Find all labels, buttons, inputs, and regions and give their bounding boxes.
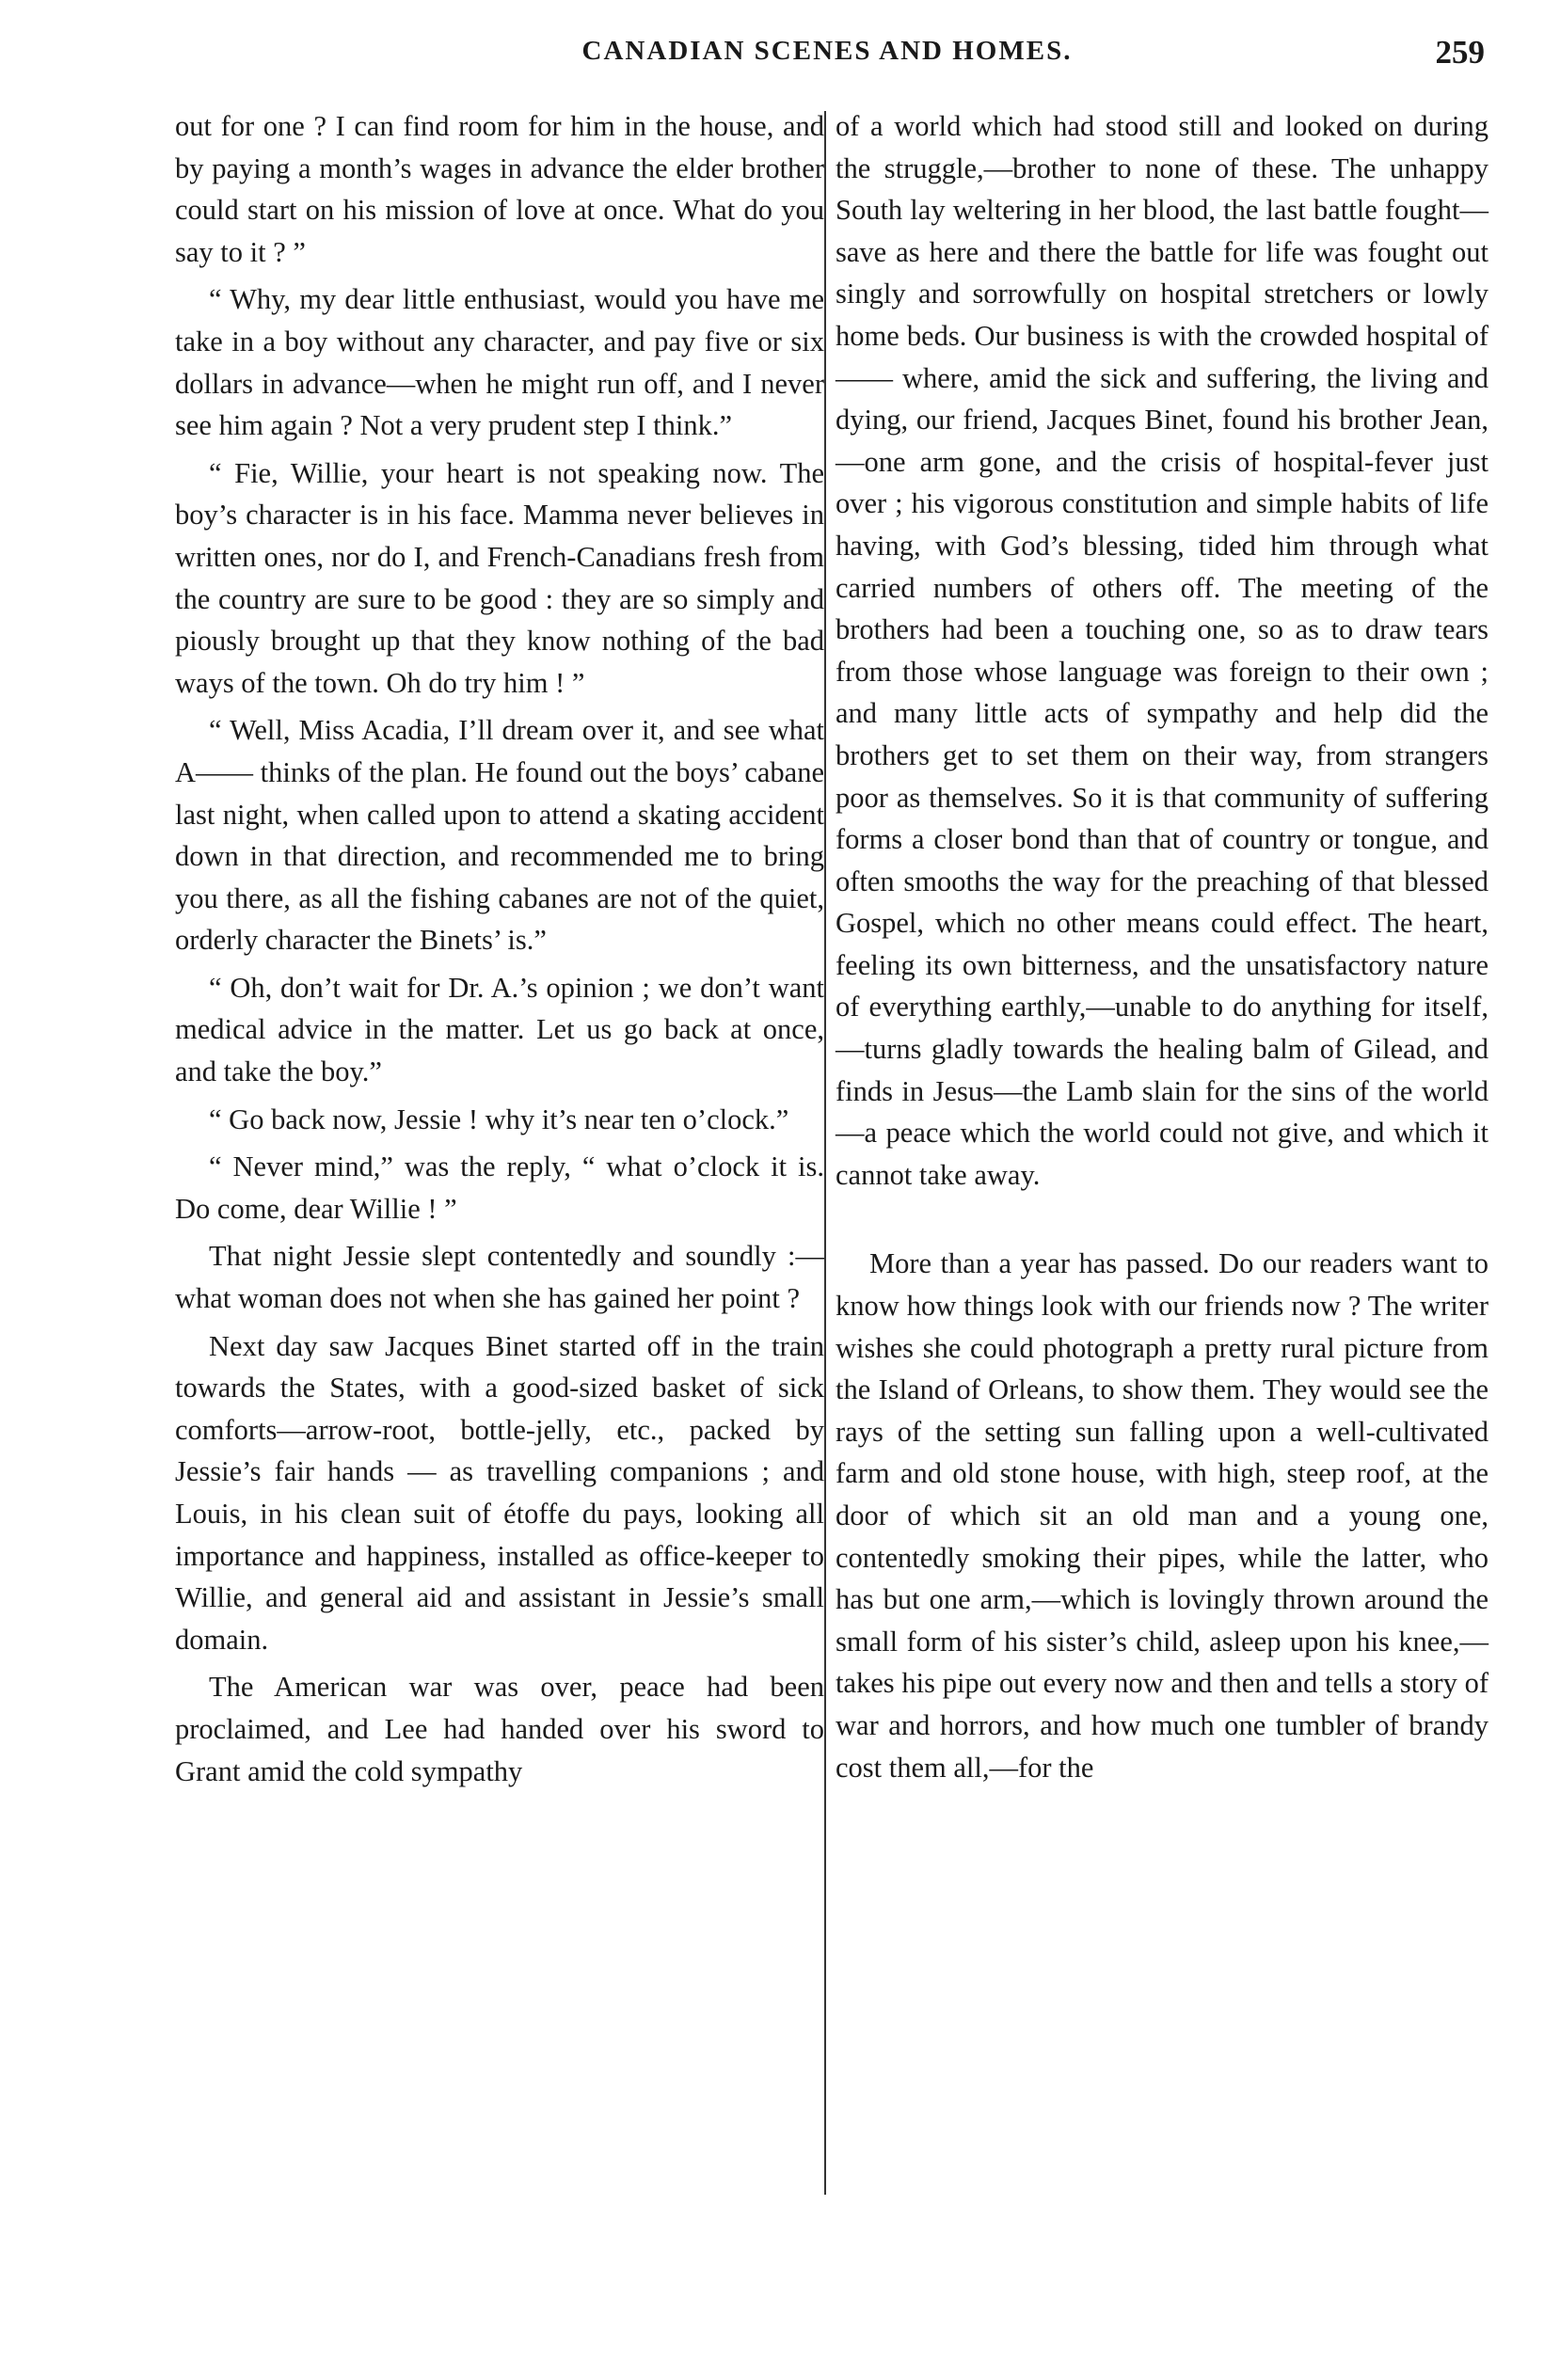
running-title: CANADIAN SCENES AND HOMES. xyxy=(581,36,1073,66)
paragraph: of a world which had stood still and looked on during the struggle,—brother to none of these. The unhappy South lay weltering in her blood, the last battle fought—save as here and there the battle for life was fought out singly and sorrowfully on hospital stretchers or lowly home beds. Our business is with the crowded hospital of —— where, amid the sick and suffering, the living and dying, our friend, Jacques Binet, found his brother Jean,—one arm gone, and the crisis of hospital-fever just over ; his vigorous constitution and simple habits of life having, with God’s blessing, tided him through what carried numbers of others off. The meeting of the brothers had been a touching one, so as to draw tears from those whose language was foreign to their own ; and many little acts of sympathy and help did the brothers get to set them on their way, from strangers poor as themselves. So it is that community of suffering forms a closer bond than that of country or tongue, and often smooths the way for the preaching of that blessed Gospel, which no other means could effect. The heart, feeling its own bitterness, and the unsatisfactory nature of everything earthly,—unable to do anything for itself,—turns gladly towards the healing balm of Gilead, and finds in Jesus—the Lamb slain for the sins of the world—a peace which the world could not give, and which it cannot take away. xyxy=(836,110,1488,1191)
paragraph: “ Fie, Willie, your heart is not speaking now. The boy’s character is in his face. Mamma never believes in written ones, nor do I, and French-Canadians fresh from the country are sure to be good : they are so simply and piously brought up that they know nothing of the bad ways of the town. Oh do try him ! ” xyxy=(175,456,824,699)
left-column xyxy=(175,105,824,1792)
paragraph: More than a year has passed. Do our readers want to know how things look with our friends now ? The writer wishes she could photograph a pretty rural picture from the Island of Orleans, to show them. They would see the rays of the setting sun falling upon a well-cultivated farm and old stone house, with high, steep roof, at the door of which sit an old man and a young one, contentedly smoking their pipes, while the latter, who has but one arm,—which is lovingly thrown around the small form of his sister’s child, asleep upon his knee,—takes his pipe out every now and then and tells a story of war and horrors, and how much one tumbler of brandy cost them all,—for the xyxy=(836,1247,1488,1784)
paragraph: “ Go back now, Jessie ! why it’s near ten o’clock.” xyxy=(209,1103,789,1135)
page-header xyxy=(169,34,1485,81)
paragraph: The American war was over, peace had been proclaimed, and Lee had handed over his sword to Grant amid the cold sympathy xyxy=(175,1671,824,1787)
paragraph: “ Why, my dear little enthusiast, would you have me take in a boy without any character, and pay five or six dollars in advance—when he might run off, and I never see him again ? Not a very prudent step I think.” xyxy=(175,283,824,442)
paragraph: “ Well, Miss Acadia, I’ll dream over it, and see what A—— thinks of the plan. He found out the boys’ cabane last night, when called upon to attend a skating accident down in that direction, and recommended me to bring you there, as all the fishing cabanes are not of the quiet, orderly character the Binets’ is.” xyxy=(175,714,824,957)
paragraph: out for one ? I can find room for him in the house, and by paying a month’s wages in advance the elder brother could start on his mission of love at once. What do you say to it ? ” xyxy=(175,110,824,268)
paragraph: That night Jessie slept contentedly and soundly :—what woman does not when she has gained her point ? xyxy=(175,1240,824,1315)
paragraph: “ Oh, don’t wait for Dr. A.’s opinion ; we don’t want medical advice in the matter. Let us go back at once, and take the boy.” xyxy=(175,971,824,1088)
paragraph: Next day saw Jacques Binet started off in the train towards the States, with a good-sized basket of sick comforts—arrow-root, bottle-jelly, etc., packed by Jessie’s fair hands — as travelling companions ; and Louis, in his clean suit of étoffe du pays, looking all importance and happiness, installed as office-keeper to Willie, and general aid and assistant in Jessie’s small domain. xyxy=(175,1329,824,1656)
page-number: 259 xyxy=(1435,34,1485,71)
column-divider xyxy=(824,111,826,2195)
right-column xyxy=(836,105,1488,1788)
paragraph: “ Never mind,” was the reply, “ what o’clock it is. Do come, dear Willie ! ” xyxy=(175,1150,824,1225)
